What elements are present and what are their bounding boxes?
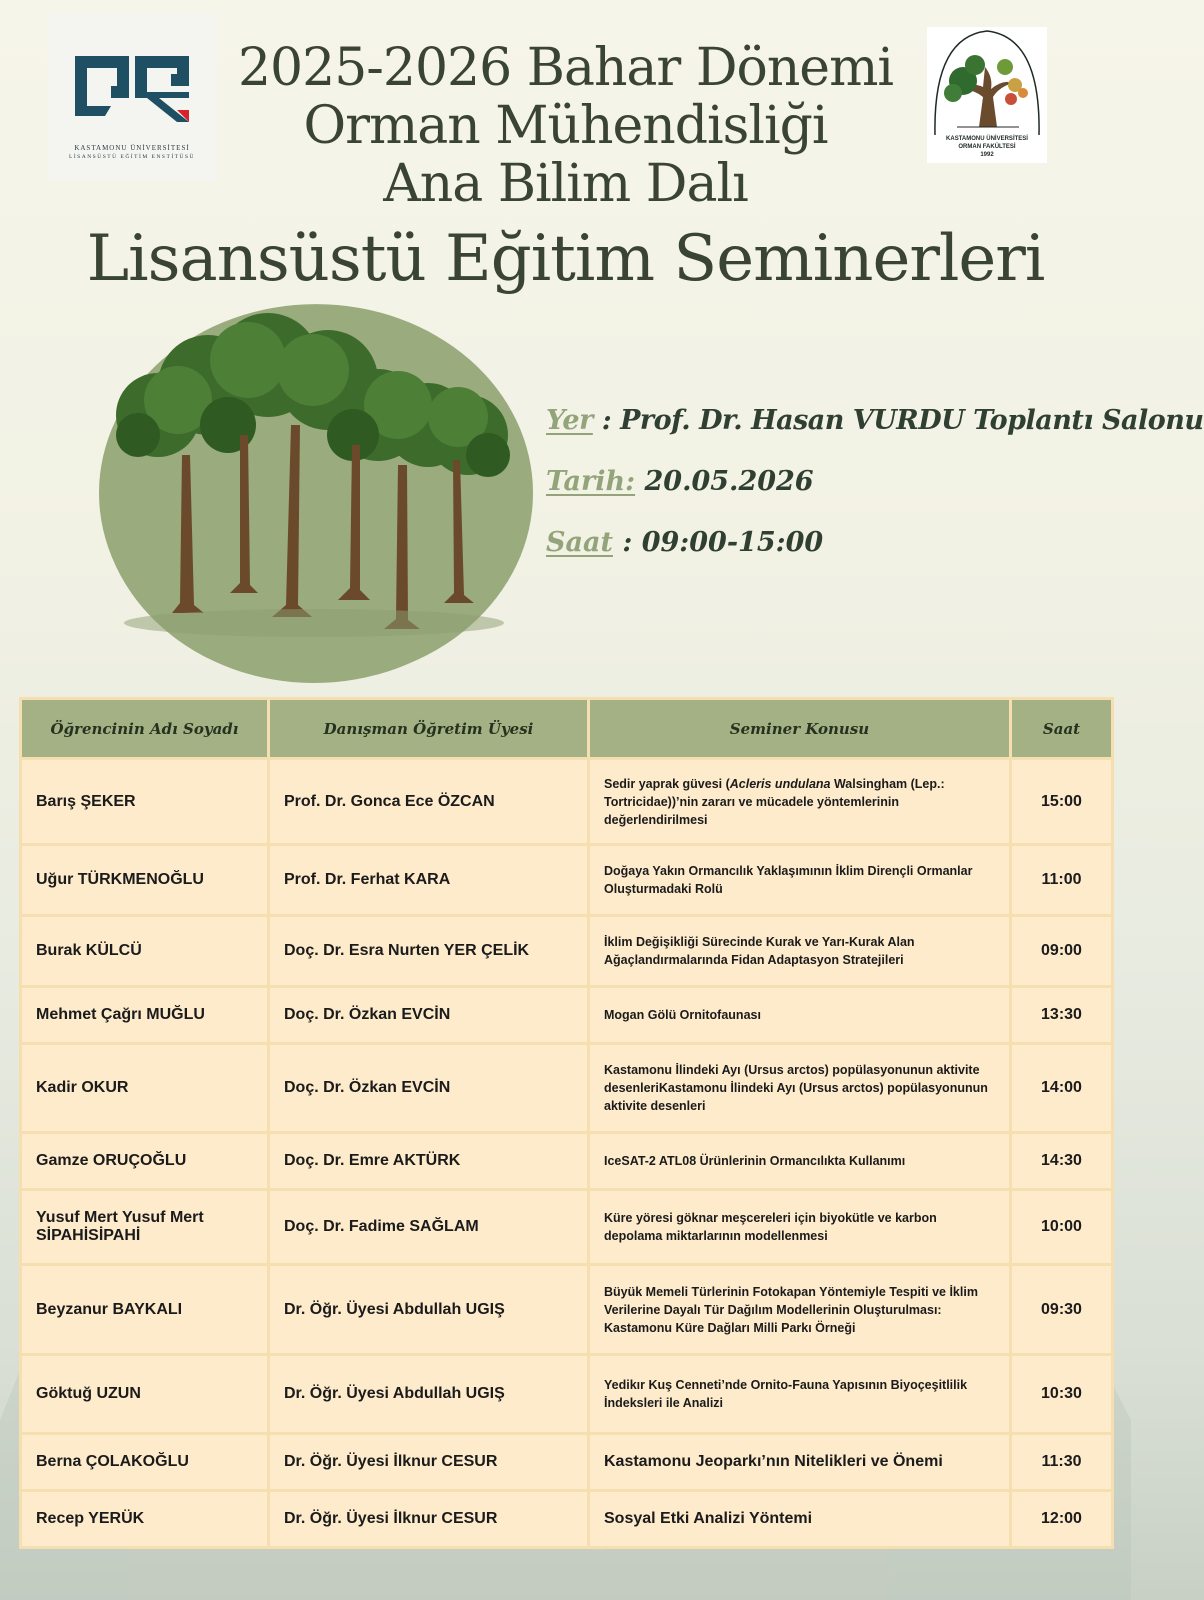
date-value: 20.05.2026 [635,466,814,497]
header-time: Saat [1011,699,1113,759]
title-line-1: 2025-2026 Bahar Dönemi [237,38,894,98]
advisor-name: Dr. Öğr. Üyesi İlknur CESUR [269,1491,589,1548]
student-name: Gamze ORUÇOĞLU [21,1133,269,1190]
advisor-name: Prof. Dr. Ferhat KARA [269,845,589,916]
trees-circle-icon [98,305,538,685]
table-row [21,916,1113,987]
table-row [21,987,1113,1044]
date-line [546,466,814,497]
seminar-topic: İklim Değişikliği Sürecinde Kurak ve Yarı-Kurak Alan Ağaçlandırmalarında Fidan Adaptasyon Stratejileri [589,916,1011,987]
title-line-3: Ana Bilim Dalı [383,154,748,214]
header-student: Öğrencinin Adı Soyadı [21,699,269,759]
student-name: Barış ŞEKER [21,759,269,845]
student-name: Göktuğ UZUN [21,1355,269,1434]
topic-part: Sedir yaprak güvesi ( [604,776,730,791]
header-topic: Seminer Konusu [589,699,1011,759]
student-name: Recep YERÜK [21,1491,269,1548]
date-label: Tarih: [546,466,636,497]
table-row [21,845,1113,916]
seminar-time: 11:30 [1011,1434,1113,1491]
seminar-time: 13:30 [1011,987,1113,1044]
left-logo-caption-1: KASTAMONU ÜNİVERSİTESİ [74,144,190,152]
left-logo-caption-2: LİSANSÜSTÜ EĞİTİM ENSTİTÜSÜ [68,154,196,160]
title-line-2: Orman Mühendisliği [303,96,828,156]
seminar-topic: Kastamonu İlindeki Ayı (Ursus arctos) popülasyonunun aktivite desenleriKastamonu İlindeki Ayı (Ursus arctos) popülasyonunun aktivite desenleri [589,1044,1011,1133]
seminar-time: 14:00 [1011,1044,1113,1133]
time-label: Saat [546,527,613,558]
advisor-name: Dr. Öğr. Üyesi Abdullah UGIŞ [269,1265,589,1355]
seminar-topic: Kastamonu Jeoparkı’nın Nitelikleri ve Önemi [589,1434,1011,1491]
seal-caption-3: 1992 [980,152,994,158]
seminar-topic: Sosyal Etki Analizi Yöntemi [589,1491,1011,1548]
seal-caption-1: KASTAMONU ÜNİVERSİTESİ [946,136,1028,142]
table-row [21,759,1113,845]
seminar-schedule-table [19,697,1114,1549]
seminar-time: 11:00 [1011,845,1113,916]
seminar-time: 09:00 [1011,916,1113,987]
seal-caption-2: ORMAN FAKÜLTESİ [958,144,1016,150]
venue-label: Yer [546,405,593,436]
seminar-topic: Doğaya Yakın Ormancılık Yaklaşımının İklim Dirençli Ormanlar Oluşturmadaki Rolü [589,845,1011,916]
table-row [21,1265,1113,1355]
table-row [21,1044,1113,1133]
table-row [21,1355,1113,1434]
table-row [21,1491,1113,1548]
student-name: Uğur TÜRKMENOĞLU [21,845,269,916]
table-row [21,1133,1113,1190]
seminar-time: 15:00 [1011,759,1113,845]
student-name: Kadir OKUR [21,1044,269,1133]
seminar-time: 14:30 [1011,1133,1113,1190]
venue-value: : Prof. Dr. Hasan VURDU Toplantı Salonu [601,405,1204,436]
advisor-name: Doç. Dr. Özkan EVCİN [269,987,589,1044]
student-name: Burak KÜLCÜ [21,916,269,987]
seminar-topic: Büyük Memeli Türlerinin Fotokapan Yöntemiyle Tespiti ve İklim Verilerine Dayalı Tür Dağılım Modellerinin Oluşturulması: Kastamonu Küre Dağları Milli Parkı Örneği [589,1265,1011,1355]
seminar-topic: Küre yöresi göknar meşcereleri için biyokütle ve karbon depolama miktarlarının modellenmesi [589,1190,1011,1265]
seminar-time: 09:30 [1011,1265,1113,1355]
time-value: : 09:00-15:00 [612,527,824,558]
header-advisor: Danışman Öğretim Üyesi [269,699,589,759]
seminar-time: 10:00 [1011,1190,1113,1265]
advisor-name: Prof. Dr. Gonca Ece ÖZCAN [269,759,589,845]
time-line [546,527,823,558]
venue-line [546,405,1204,436]
seminar-time: 12:00 [1011,1491,1113,1548]
title-line-4: Lisansüstü Eğitim Seminerleri [86,222,1045,296]
topic-part: Walsingham (Lep.: Tortricidae))’nin zararı ve mücadele yöntemlerinin değerlendirilmesi [604,776,945,827]
advisor-name: Dr. Öğr. Üyesi İlknur CESUR [269,1434,589,1491]
student-name: Berna ÇOLAKOĞLU [21,1434,269,1491]
trees-illustration [98,305,538,685]
seminar-topic: IceSAT-2 ATL08 Ürünlerinin Ormancılıkta Kullanımı [589,1133,1011,1190]
advisor-name: Doç. Dr. Özkan EVCİN [269,1044,589,1133]
advisor-name: Doç. Dr. Fadime SAĞLAM [269,1190,589,1265]
seminar-topic: Yedikır Kuş Cenneti’nde Ornito-Fauna Yapısının Biyoçeşitlilik İndeksleri ile Analizi [589,1355,1011,1434]
student-name: Mehmet Çağrı MUĞLU [21,987,269,1044]
seminar-time: 10:30 [1011,1355,1113,1434]
seminar-topic [589,759,1011,845]
student-name: Beyzanur BAYKALI [21,1265,269,1355]
advisor-name: Doç. Dr. Esra Nurten YER ÇELİK [269,916,589,987]
table-row [21,1190,1113,1265]
advisor-name: Dr. Öğr. Üyesi Abdullah UGIŞ [269,1355,589,1434]
table-row [21,1434,1113,1491]
seminar-topic: Mogan Gölü Ornitofaunası [589,987,1011,1044]
topic-species-italic: Acleris undulana [729,776,831,791]
advisor-name: Doç. Dr. Emre AKTÜRK [269,1133,589,1190]
student-name: Yusuf Mert Yusuf Mert SİPAHİSİPAHİ [21,1190,269,1265]
table-header-row [21,699,1113,759]
